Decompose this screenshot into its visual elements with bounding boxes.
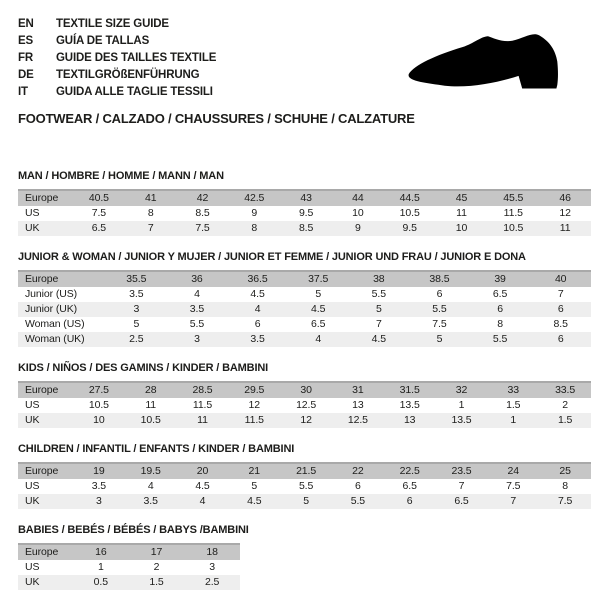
size-value-cell: 8.5 [553, 318, 568, 330]
size-value-cell: 9.5 [298, 207, 314, 219]
table-row-europe [18, 463, 591, 479]
row-label: US [25, 561, 40, 573]
size-value-cell: 10 [455, 222, 468, 234]
size-value-cell: 3.5 [129, 288, 144, 300]
table-row-uk [18, 413, 591, 428]
size-value-cell: 12.5 [296, 399, 317, 411]
size-value-cell: 23.5 [451, 465, 472, 477]
dress-shoe-icon [398, 16, 578, 106]
size-value-cell: 7 [147, 222, 154, 234]
size-value-cell: 13 [403, 414, 416, 426]
size-table-title-babies: BABIES / BEBÉS / BÉBÉS / BABYS /BAMBINI [18, 524, 249, 536]
size-value-cell: 5.5 [350, 495, 366, 507]
language-row-en [18, 16, 398, 33]
size-value-cell: 3 [194, 333, 200, 345]
size-value-cell: 10 [352, 207, 364, 219]
size-value-cell: 27.5 [88, 384, 109, 396]
language-row-es [18, 33, 398, 50]
size-value-cell: 2.5 [129, 333, 144, 345]
size-value-cell: 4 [147, 480, 154, 492]
size-table-babies [18, 543, 240, 590]
size-value-cell: 3.5 [250, 333, 265, 345]
size-value-cell: 22 [352, 465, 364, 477]
size-value-cell: 38 [373, 273, 385, 285]
size-table-title-kids: KIDS / NIÑOS / DES GAMINS / KINDER / BAMBINI [18, 362, 269, 374]
size-value-cell: 28 [144, 384, 157, 396]
size-value-cell: 8.5 [298, 222, 314, 234]
size-value-cell: 10.5 [503, 222, 524, 234]
size-value-cell: 7 [510, 495, 517, 507]
row-label: Europe [25, 273, 59, 285]
size-value-cell: 2 [153, 561, 160, 573]
size-table-man [18, 189, 591, 236]
table-row-uk [18, 221, 591, 236]
size-value-cell: 29.5 [244, 384, 265, 396]
size-value-cell: 3 [133, 303, 140, 315]
language-row-fr [18, 50, 398, 67]
size-value-cell: 7.5 [432, 318, 447, 330]
language-title: GUIDA ALLE TAGLIE TESSILI [56, 86, 213, 98]
size-value-cell: 4.5 [195, 480, 210, 492]
size-value-cell: 2 [562, 399, 568, 411]
size-value-cell: 37.5 [308, 273, 329, 285]
size-value-cell: 16 [95, 546, 107, 558]
size-value-cell: 6.5 [91, 222, 107, 234]
size-value-cell: 3.5 [91, 480, 107, 492]
size-value-cell: 7 [458, 480, 465, 492]
size-value-cell: 31.5 [399, 384, 420, 396]
size-value-cell: 6 [557, 333, 564, 345]
size-value-cell: 2.5 [205, 576, 220, 588]
size-value-cell: 4 [194, 288, 200, 300]
size-value-cell: 1.5 [557, 414, 573, 426]
size-value-cell: 21.5 [296, 465, 317, 477]
size-value-cell: 4.5 [311, 303, 326, 315]
size-value-cell: 8 [147, 207, 154, 219]
size-value-cell: 8 [562, 480, 568, 492]
category-title: FOOTWEAR / CALZADO / CHAUSSURES / SCHUHE / CALZATURE [18, 111, 415, 126]
size-value-cell: 7.5 [557, 495, 573, 507]
size-value-cell: 7 [375, 318, 382, 330]
size-table-title-junior-woman: JUNIOR & WOMAN / JUNIOR Y MUJER / JUNIOR ET FEMME / JUNIOR UND FRAU / JUNIOR E DONA [18, 251, 526, 263]
size-value-cell: 7.5 [506, 480, 521, 492]
size-value-cell: 5 [251, 480, 258, 492]
size-value-cell: 12.5 [347, 414, 368, 426]
size-value-cell: 36 [191, 273, 203, 285]
size-value-cell: 0.5 [93, 576, 108, 588]
size-value-cell: 24 [507, 465, 520, 477]
size-value-cell: 3 [96, 495, 102, 507]
table-row-us [18, 479, 591, 494]
size-table-section-junior-woman [18, 251, 591, 347]
row-label: UK [25, 414, 40, 426]
size-value-cell: 4.5 [247, 495, 262, 507]
size-value-cell: 9.5 [402, 222, 417, 234]
row-label: Europe [25, 192, 59, 204]
size-value-cell: 11.5 [244, 414, 264, 426]
size-value-cell: 7.5 [91, 207, 107, 219]
table-row-us [18, 398, 591, 413]
language-title: TEXTILE SIZE GUIDE [56, 18, 169, 30]
size-value-cell: 6 [497, 303, 503, 315]
language-title-list [18, 16, 398, 101]
size-value-cell: 3.5 [189, 303, 205, 315]
language-code: FR [18, 52, 34, 64]
row-label: UK [25, 495, 40, 507]
size-value-cell: 4.5 [250, 288, 265, 300]
size-value-cell: 12 [559, 207, 571, 219]
size-value-cell: 8 [497, 318, 503, 330]
table-row-junior-uk [18, 302, 591, 317]
size-value-cell: 11 [559, 222, 571, 234]
size-value-cell: 6 [355, 480, 361, 492]
size-value-cell: 6.5 [402, 480, 417, 492]
size-value-cell: 33 [507, 384, 520, 396]
size-value-cell: 21 [248, 465, 261, 477]
table-row-woman-uk [18, 332, 591, 347]
language-row-de [18, 67, 398, 84]
language-title: GUIDE DES TAILLES TEXTILE [56, 52, 217, 64]
table-row-us [18, 206, 591, 221]
size-value-cell: 35.5 [126, 273, 147, 285]
size-value-cell: 6 [436, 288, 443, 300]
size-value-cell: 6 [254, 318, 261, 330]
size-value-cell: 13 [352, 399, 364, 411]
size-value-cell: 8.5 [195, 207, 210, 219]
size-table-section-children [18, 443, 591, 509]
language-title: GUÍA DE TALLAS [56, 35, 150, 47]
size-value-cell: 1 [458, 399, 465, 411]
size-value-cell: 7 [557, 288, 564, 300]
size-table-kids [18, 381, 591, 428]
row-label: Europe [25, 546, 59, 558]
size-value-cell: 42 [196, 192, 209, 204]
table-row-uk [18, 494, 591, 509]
row-label: Europe [25, 465, 59, 477]
size-value-cell: 44 [352, 192, 364, 204]
size-value-cell: 40.5 [88, 192, 109, 204]
size-value-cell: 13.5 [399, 399, 420, 411]
size-value-cell: 38.5 [429, 273, 450, 285]
size-value-cell: 41 [144, 192, 157, 204]
size-value-cell: 22.5 [399, 465, 420, 477]
size-value-cell: 3 [209, 561, 216, 573]
row-label: Europe [25, 384, 59, 396]
row-label: US [25, 207, 40, 219]
size-value-cell: 17 [150, 546, 163, 558]
size-value-cell: 30 [300, 384, 312, 396]
size-table-title-children: CHILDREN / INFANTIL / ENFANTS / KINDER / BAMBINI [18, 443, 295, 455]
size-value-cell: 6 [557, 303, 564, 315]
size-value-cell: 20 [196, 465, 209, 477]
size-value-cell: 45 [455, 192, 468, 204]
size-value-cell: 39 [494, 273, 506, 285]
row-label: Junior (US) [25, 288, 77, 300]
size-value-cell: 10.5 [88, 399, 109, 411]
size-value-cell: 1.5 [506, 399, 521, 411]
row-label: US [25, 480, 40, 492]
row-label: Woman (US) [25, 318, 85, 330]
size-value-cell: 31 [352, 384, 364, 396]
size-value-cell: 5 [303, 495, 309, 507]
table-row-europe [18, 382, 591, 398]
size-value-cell: 4 [254, 303, 261, 315]
size-value-cell: 5.5 [298, 480, 314, 492]
table-row-junior-us [18, 287, 591, 302]
size-value-cell: 11 [197, 414, 208, 426]
size-value-cell: 11 [145, 399, 157, 411]
language-code: ES [18, 35, 34, 47]
size-value-cell: 28.5 [192, 384, 213, 396]
language-code: DE [18, 69, 34, 81]
size-table-section-man [18, 170, 591, 236]
row-label: UK [25, 576, 40, 588]
row-label: US [25, 399, 40, 411]
size-table-children [18, 462, 591, 509]
size-table-title-man: MAN / HOMBRE / HOMME / MANN / MAN [18, 170, 224, 182]
size-table-section-babies [18, 524, 591, 590]
size-value-cell: 44.5 [399, 192, 420, 204]
language-row-it [18, 84, 398, 101]
size-value-cell: 1 [510, 414, 517, 426]
size-value-cell: 46 [559, 192, 571, 204]
size-value-cell: 12 [248, 399, 261, 411]
size-table-junior-woman [18, 270, 591, 347]
size-value-cell: 25 [559, 465, 571, 477]
size-value-cell: 1 [97, 561, 104, 573]
size-value-cell: 6.5 [492, 288, 508, 300]
size-value-cell: 6.5 [311, 318, 326, 330]
size-tables [18, 170, 591, 590]
size-value-cell: 4.5 [371, 333, 386, 345]
language-title: TEXTILGRÖßENFÜHRUNG [56, 69, 200, 81]
size-value-cell: 18 [206, 546, 218, 558]
size-value-cell: 10 [93, 414, 105, 426]
size-table-section-kids [18, 362, 591, 428]
size-value-cell: 11 [456, 207, 467, 219]
size-value-cell: 40 [554, 273, 567, 285]
size-value-cell: 1.5 [149, 576, 164, 588]
table-row-europe [18, 190, 591, 206]
size-value-cell: 5.5 [189, 318, 205, 330]
size-value-cell: 12 [300, 414, 312, 426]
table-row-woman-us [18, 317, 591, 332]
size-value-cell: 6.5 [454, 495, 469, 507]
size-value-cell: 36.5 [247, 273, 268, 285]
size-value-cell: 32 [455, 384, 468, 396]
size-value-cell: 5.5 [371, 288, 386, 300]
size-value-cell: 5.5 [432, 303, 447, 315]
size-value-cell: 3.5 [143, 495, 158, 507]
size-value-cell: 4 [315, 333, 322, 345]
size-value-cell: 19 [93, 465, 105, 477]
size-value-cell: 4 [199, 495, 206, 507]
size-value-cell: 11.5 [503, 207, 523, 219]
size-value-cell: 8 [251, 222, 258, 234]
table-row-europe [18, 271, 591, 287]
size-value-cell: 11.5 [192, 399, 213, 411]
size-value-cell: 9 [251, 207, 258, 219]
size-value-cell: 19.5 [140, 465, 161, 477]
row-label: UK [25, 222, 40, 234]
language-code: EN [18, 18, 34, 30]
size-value-cell: 13.5 [451, 414, 472, 426]
size-value-cell: 42.5 [244, 192, 265, 204]
language-code: IT [18, 86, 28, 98]
size-value-cell: 9 [355, 222, 361, 234]
row-label: Woman (UK) [25, 333, 85, 345]
size-value-cell: 7.5 [195, 222, 210, 234]
size-value-cell: 5 [436, 333, 443, 345]
size-value-cell: 10.5 [140, 414, 161, 426]
size-value-cell: 5 [315, 288, 322, 300]
table-row-europe [18, 544, 240, 560]
row-label: Junior (UK) [25, 303, 77, 315]
table-row-uk [18, 575, 240, 590]
size-value-cell: 43 [300, 192, 312, 204]
size-value-cell: 45.5 [503, 192, 524, 204]
size-value-cell: 6 [406, 495, 413, 507]
size-value-cell: 5.5 [492, 333, 508, 345]
size-value-cell: 33.5 [555, 384, 576, 396]
size-value-cell: 5 [375, 303, 382, 315]
size-value-cell: 5 [133, 318, 140, 330]
size-value-cell: 10.5 [399, 207, 420, 219]
table-row-us [18, 560, 240, 575]
